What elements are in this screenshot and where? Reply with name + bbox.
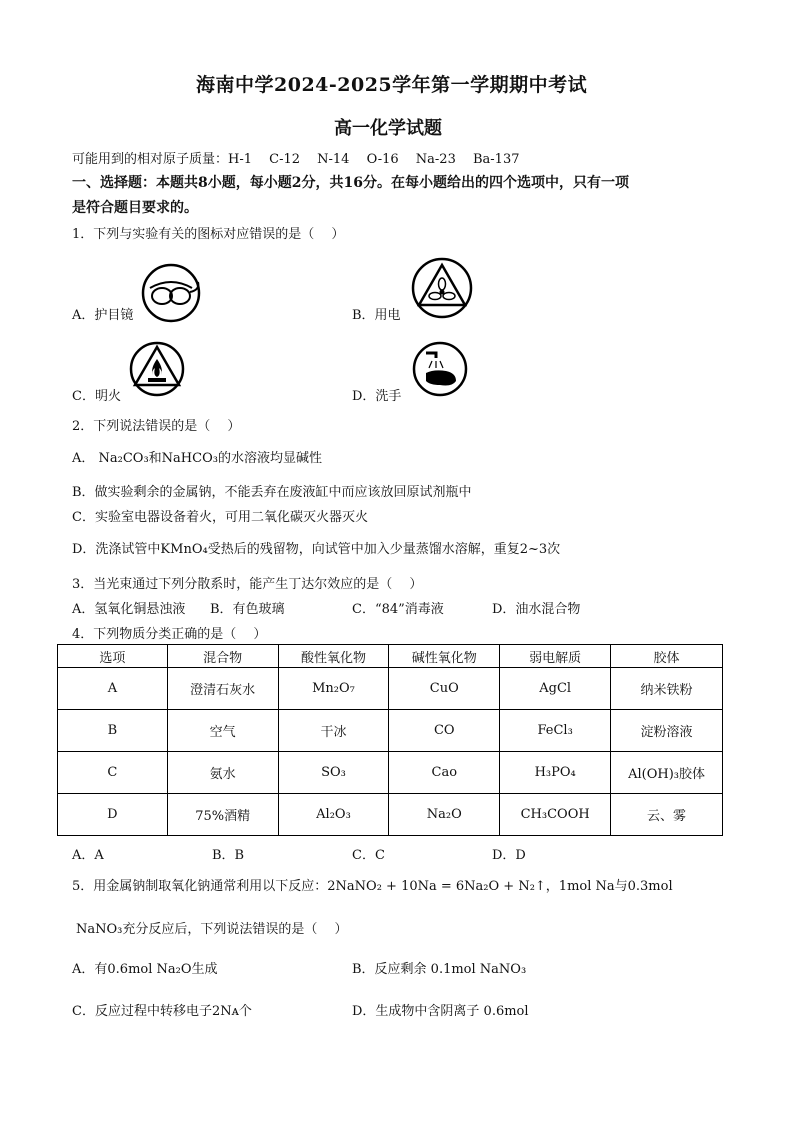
table-cell: FeCl₃	[500, 710, 611, 752]
q3-option-a: A．氢氧化铜悬浊液	[72, 602, 186, 617]
q2-option-d: D．洗涤试管中KMnO₄受热后的残留物，向试管中加入少量蒸馏水溶解，重复2~3次	[72, 542, 561, 557]
table-cell: A	[58, 668, 168, 710]
table-cell: Cao	[389, 752, 500, 794]
q4-option-d: D．D	[492, 848, 526, 863]
table-cell: SO₃	[278, 752, 389, 794]
q1-option-b: B．用电	[352, 308, 401, 323]
section-heading-line2: 是符合题目要求的。	[72, 200, 198, 216]
table-cell: 澄清石灰水	[167, 668, 278, 710]
hand-wash-icon	[412, 341, 468, 397]
table-row	[58, 794, 723, 836]
q1-option-c: C．明火	[72, 389, 121, 404]
table-cell: 空气	[167, 710, 278, 752]
exam-title: 海南中学2024-2025学年第一学期期中考试	[196, 74, 588, 96]
q2-option-b: B．做实验剩余的金属钠，不能丢弃在废液缸中而应该放回原试剂瓶中	[72, 485, 472, 500]
table-cell: 淀粉溶液	[611, 710, 723, 752]
q4-option-b: B．B	[212, 848, 245, 863]
table-row	[58, 710, 723, 752]
question-5-stem-line2: NaNO₃充分反应后，下列说法错误的是（ ）	[76, 922, 348, 937]
q5-option-d: D．生成物中含阴离子 0.6mol	[352, 1004, 529, 1019]
q3-option-c: C．“84”消毒液	[352, 602, 444, 617]
question-2-stem: 2．下列说法错误的是（ ）	[72, 419, 241, 434]
table-header-row	[58, 645, 723, 668]
fan-warning-icon	[410, 257, 474, 319]
table-cell: Al₂O₃	[278, 794, 389, 836]
table-header-cell: 酸性氧化物	[278, 645, 389, 668]
q1-option-d: D．洗手	[352, 389, 402, 404]
q5-option-a: A．有0.6mol Na₂O生成	[72, 962, 218, 977]
table-cell: 纳米铁粉	[611, 668, 723, 710]
table-header-cell: 弱电解质	[500, 645, 611, 668]
flame-warning-icon	[126, 341, 188, 397]
table-row	[58, 668, 723, 710]
table-cell: H₃PO₄	[500, 752, 611, 794]
q3-option-b: B．有色玻璃	[210, 602, 285, 617]
table-cell: AgCl	[500, 668, 611, 710]
table-cell: 云、雾	[611, 794, 723, 836]
q5-option-b: B．反应剩余 0.1mol NaNO₃	[352, 962, 527, 977]
table-cell: Al(OH)₃胶体	[611, 752, 723, 794]
question-4-stem: 4．下列物质分类正确的是（ ）	[72, 627, 267, 642]
table-cell: CH₃COOH	[500, 794, 611, 836]
table-header-cell: 胶体	[611, 645, 723, 668]
q3-option-d: D．油水混合物	[492, 602, 581, 617]
goggles-icon	[140, 262, 202, 324]
section-heading-line1: 一、选择题：本题共8小题，每小题2分，共16分。在每小题给出的四个选项中，只有一项	[72, 175, 629, 191]
table-row	[58, 752, 723, 794]
q2-option-a: A． Na₂CO₃和NaHCO₃的水溶液均显碱性	[72, 451, 322, 466]
question-3-stem: 3．当光束通过下列分散系时，能产生丁达尔效应的是（ ）	[72, 577, 423, 592]
table-cell: Na₂O	[389, 794, 500, 836]
table-cell: 干冰	[278, 710, 389, 752]
q2-option-c: C．实验室电器设备着火，可用二氧化碳灭火器灭火	[72, 510, 368, 525]
atomic-masses: 可能用到的相对原子质量：H-1 C-12 N-14 O-16 Na-23 Ba-137	[72, 152, 520, 167]
table-cell: 75%酒精	[167, 794, 278, 836]
q5-option-c: C．反应过程中转移电子2Nᴀ个	[72, 1004, 252, 1019]
exam-subtitle: 高一化学试题	[334, 118, 442, 139]
table-header-cell: 混合物	[167, 645, 278, 668]
q1-option-a: A．护目镜	[72, 308, 134, 323]
table-cell: 氨水	[167, 752, 278, 794]
table-cell: Mn₂O₇	[278, 668, 389, 710]
question-5-stem-line1: 5．用金属钠制取氧化钠通常利用以下反应：2NaNO₂ + 10Na = 6Na₂O + N₂↑，1mol Na与0.3mol	[72, 879, 673, 894]
table-header-cell: 碱性氧化物	[389, 645, 500, 668]
table-cell: D	[58, 794, 168, 836]
q4-option-c: C．C	[352, 848, 385, 863]
q4-option-a: A．A	[72, 848, 104, 863]
table-cell: C	[58, 752, 168, 794]
table-cell: CO	[389, 710, 500, 752]
classification-table	[57, 644, 723, 836]
table-header-cell: 选项	[58, 645, 168, 668]
question-1-stem: 1．下列与实验有关的图标对应错误的是（ ）	[72, 227, 345, 242]
table-cell: B	[58, 710, 168, 752]
table-cell: CuO	[389, 668, 500, 710]
